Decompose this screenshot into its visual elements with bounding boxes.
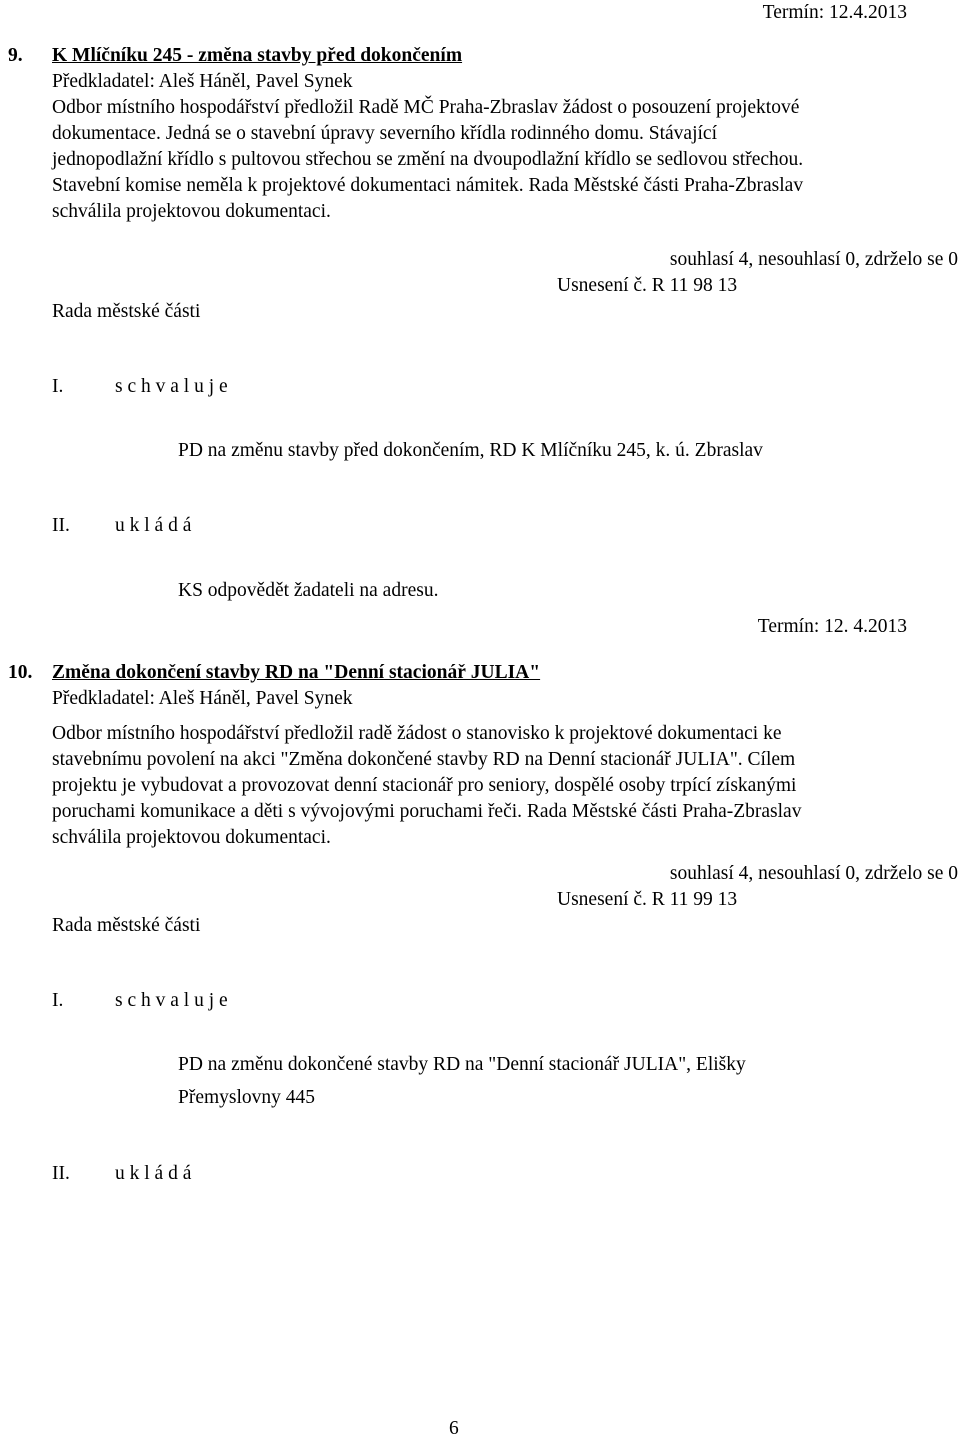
- resolution-number: Usnesení č. R 11 99 13: [557, 889, 738, 910]
- item-body: [52, 721, 952, 851]
- body-line: schválila projektovou dokumentaci.: [52, 201, 331, 222]
- item-termin: Termín: 12. 4.2013: [757, 616, 907, 637]
- body-label: Rada městské části: [52, 301, 201, 322]
- section-text: KS odpovědět žadateli na adresu.: [178, 580, 439, 601]
- header-termin: Termín: 12.4.2013: [762, 2, 907, 23]
- body-line: Stavební komise neměla k projektové dokumentaci námitek. Rada Městské části Praha-Zbraslav: [52, 175, 804, 196]
- section-numeral: II.: [52, 515, 70, 536]
- section-verb: s c h v a l u j e: [115, 990, 228, 1011]
- item-body: [52, 95, 952, 225]
- body-line: poruchami komunikace a děti s vývojovými poruchami řeči. Rada Městské části Praha-Zbraslav: [52, 801, 802, 822]
- item-number: 10.: [8, 662, 33, 683]
- item-title: Změna dokončení stavby RD na "Denní stacionář JULIA": [52, 662, 541, 683]
- body-label: Rada městské části: [52, 915, 201, 936]
- section-verb: u k l á d á: [115, 515, 192, 536]
- body-line: dokumentace. Jedná se o stavební úpravy severního křídla rodinného domu. Stávající: [52, 123, 717, 144]
- vote-result: souhlasí 4, nesouhlasí 0, zdrželo se 0: [669, 249, 958, 270]
- section-text: PD na změnu stavby před dokončením, RD K Mlíčníku 245, k. ú. Zbraslav: [178, 440, 763, 461]
- resolution-number: Usnesení č. R 11 98 13: [557, 275, 738, 296]
- body-line: projektu je vybudovat a provozovat denní stacionář pro seniory, dospělé osoby trpící získanými: [52, 775, 797, 796]
- item-title: K Mlíčníku 245 - změna stavby před dokončením: [52, 45, 463, 66]
- item-presenters: Předkladatel: Aleš Háněl, Pavel Synek: [52, 688, 353, 709]
- section-numeral: II.: [52, 1163, 70, 1184]
- body-line: Odbor místního hospodářství předložil radě žádost o stanovisko k projektové dokumentaci ke: [52, 723, 782, 744]
- body-line: jednopodlažní křídlo s pultovou střechou se změní na dvoupodlažní křídlo se sedlovou střechou.: [52, 149, 804, 170]
- section-text: Přemyslovny 445: [178, 1087, 316, 1108]
- section-verb: u k l á d á: [115, 1163, 192, 1184]
- vote-result: souhlasí 4, nesouhlasí 0, zdrželo se 0: [669, 863, 958, 884]
- body-line: Odbor místního hospodářství předložil Radě MČ Praha-Zbraslav žádost o posouzení projektové: [52, 97, 800, 118]
- body-line: stavebnímu povolení na akci "Změna dokončené stavby RD na Denní stacionář JULIA". Cílem: [52, 749, 796, 770]
- section-numeral: I.: [52, 376, 64, 397]
- section-text: PD na změnu dokončené stavby RD na "Denní stacionář JULIA", Elišky: [178, 1054, 746, 1075]
- section-verb: s c h v a l u j e: [115, 376, 228, 397]
- item-presenters: Předkladatel: Aleš Háněl, Pavel Synek: [52, 71, 353, 92]
- body-line: schválila projektovou dokumentaci.: [52, 827, 331, 848]
- section-numeral: I.: [52, 990, 64, 1011]
- item-number: 9.: [8, 45, 23, 66]
- page-number: 6: [449, 1418, 459, 1439]
